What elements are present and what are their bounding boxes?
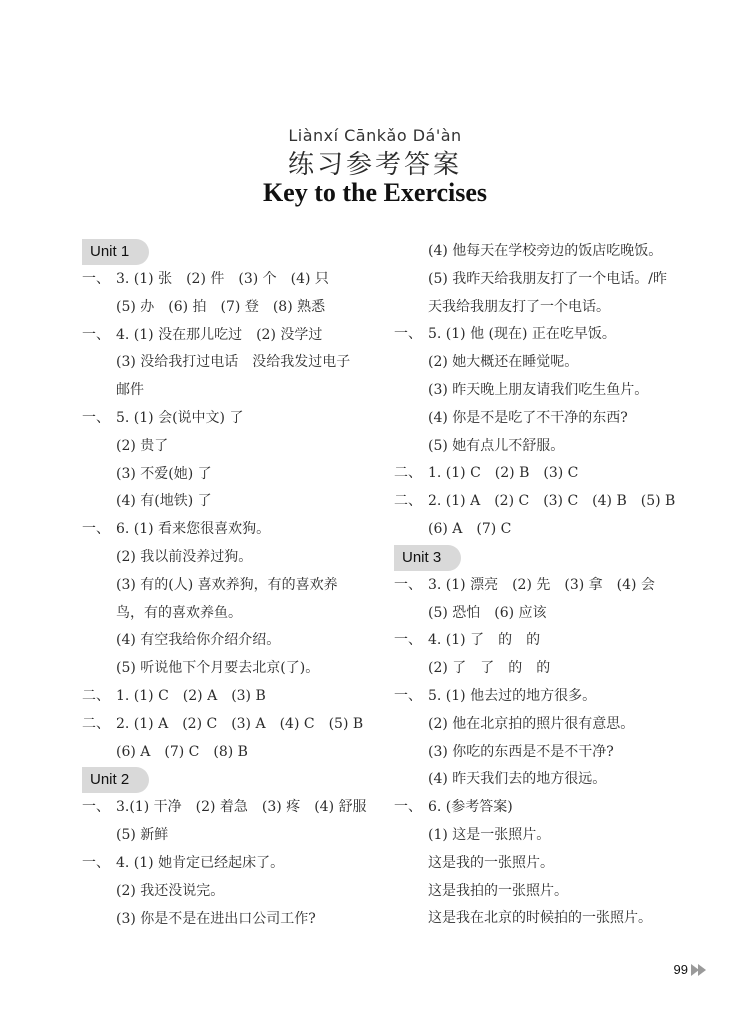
answer-text: 4. (1) 了 的 的: [428, 632, 541, 649]
answer-line: (3) 你是不是在进出口公司工作?: [116, 910, 316, 927]
unit-heading: Unit 2: [82, 767, 149, 793]
answer-line: (5) 我昨天给我朋友打了一个电话。/昨: [428, 270, 667, 287]
answer-text: 5. (1) 他 (现在) 正在吃早饭。: [428, 326, 616, 343]
answer-item: [394, 794, 694, 822]
section-marker: 一、: [394, 799, 422, 816]
answer-item: [394, 321, 694, 349]
page-footer: [674, 962, 706, 977]
answer-line: (1) 这是一张照片。: [428, 826, 551, 843]
answer-line: (3) 没给我打过电话 没给我发过电子: [116, 354, 351, 371]
answer-line: 天我给我朋友打了一个电话。: [428, 298, 610, 315]
answer-line: 这是我在北京的时候拍的一张照片。: [428, 910, 652, 927]
answer-item: [82, 266, 382, 294]
unit-heading-row: [394, 544, 694, 572]
answer-line: 这是我的一张照片。: [428, 854, 554, 871]
section-marker: 二、: [394, 493, 422, 510]
left-answer-column: [82, 238, 382, 933]
answer-item: [394, 460, 694, 488]
answer-item: [82, 794, 382, 822]
answer-text: 6. (参考答案): [428, 799, 513, 816]
unit-heading-row: [82, 238, 382, 266]
answer-item: [82, 850, 382, 878]
section-marker: 一、: [82, 799, 110, 816]
page-number: 99: [673, 962, 688, 977]
section-marker: 一、: [394, 632, 422, 649]
section-marker: 一、: [394, 687, 422, 704]
section-marker: 一、: [394, 576, 422, 593]
answer-text: 2. (1) A (2) C (3) C (4) B (5) B: [428, 493, 676, 510]
title-pinyin: Liànxí Cānkǎo Dá'àn: [288, 126, 462, 145]
answer-item: [82, 683, 382, 711]
right-answer-column: [394, 238, 694, 933]
answer-item: [394, 683, 694, 711]
section-marker: 一、: [82, 326, 110, 343]
answer-line: (3) 昨天晚上朋友请我们吃生鱼片。: [428, 381, 649, 398]
section-marker: 二、: [82, 715, 110, 732]
section-marker: 一、: [82, 854, 110, 871]
answer-text: 6. (1) 看来您很喜欢狗。: [116, 521, 271, 538]
answer-line: (4) 有(地铁) 了: [116, 493, 212, 510]
answer-item: [394, 488, 694, 516]
answer-line: (5) 新鲜: [116, 827, 169, 844]
answer-line: (2) 了 了 的 的: [428, 660, 551, 677]
unit-heading: Unit 3: [394, 545, 461, 571]
answer-line: (5) 恐怕 (6) 应该: [428, 604, 547, 621]
answer-item: [82, 322, 382, 350]
answer-line: (4) 你是不是吃了不干净的东西?: [428, 409, 628, 426]
answer-line: (4) 有空我给你介绍介绍。: [116, 632, 281, 649]
answer-line: (2) 我以前没养过狗。: [116, 548, 253, 565]
answer-line: (6) A (7) C (8) B: [116, 743, 248, 760]
answer-line: (4) 昨天我们去的地方很远。: [428, 771, 607, 788]
unit-heading: Unit 1: [82, 239, 149, 265]
answer-line: (5) 听说他下个月要去北京(了)。: [116, 660, 320, 677]
answer-item: [82, 405, 382, 433]
answer-text: 3. (1) 张 (2) 件 (3) 个 (4) 只: [116, 271, 329, 287]
answer-item: [394, 627, 694, 655]
answer-line: (2) 他在北京拍的照片很有意思。: [428, 715, 635, 732]
answer-line: (5) 她有点儿不舒服。: [428, 437, 565, 454]
section-marker: 一、: [82, 521, 110, 538]
answer-line: 这是我拍的一张照片。: [428, 882, 568, 899]
title-english: Key to the Exercises: [262, 178, 488, 207]
answer-text: 1. (1) C (2) A (3) B: [116, 687, 266, 704]
answer-line: (3) 不爱(她) 了: [116, 465, 212, 482]
answer-line: 邮件: [116, 382, 144, 399]
answer-line: (2) 她大概还在睡觉呢。: [428, 354, 579, 371]
answer-line: (2) 贵了: [116, 437, 169, 454]
answer-line: 鸟，有的喜欢养鱼。: [116, 604, 242, 621]
answer-text: 1. (1) C (2) B (3) C: [428, 465, 579, 482]
answer-line: (6) A (7) C: [428, 520, 512, 537]
answer-text: 5. (1) 会(说中文) 了: [116, 409, 244, 426]
answer-text: 2. (1) A (2) C (3) A (4) C (5) B: [116, 715, 364, 732]
answer-item: [82, 516, 382, 544]
answer-text: 3.(1) 干净 (2) 着急 (3) 疼 (4) 舒服: [116, 799, 367, 816]
answer-line: (5) 办 (6) 拍 (7) 登 (8) 熟悉: [116, 298, 326, 315]
answer-line: (3) 你吃的东西是不是不干净?: [428, 743, 614, 760]
answer-item: [82, 711, 382, 739]
answer-text: 4. (1) 她肯定已经起床了。: [116, 854, 285, 871]
double-chevron-right-icon: [692, 964, 706, 976]
section-marker: 一、: [394, 326, 422, 343]
answer-line: (4) 他每天在学校旁边的饭店吃晚饭。: [428, 243, 663, 259]
title-chinese: 练习参考答案: [287, 150, 462, 180]
unit-heading-row: [82, 766, 382, 794]
answer-item: [394, 572, 694, 600]
section-marker: 一、: [82, 271, 110, 287]
section-marker: 一、: [82, 409, 110, 426]
section-marker: 二、: [394, 465, 422, 482]
answer-text: 5. (1) 他去过的地方很多。: [428, 687, 597, 704]
answer-text: 3. (1) 漂亮 (2) 先 (3) 拿 (4) 会: [428, 576, 655, 593]
answer-line: (2) 我还没说完。: [116, 882, 225, 899]
answer-line: (3) 有的(人) 喜欢养狗，有的喜欢养: [116, 576, 338, 593]
section-marker: 二、: [82, 687, 110, 704]
answer-text: 4. (1) 没在那儿吃过 (2) 没学过: [116, 326, 323, 343]
